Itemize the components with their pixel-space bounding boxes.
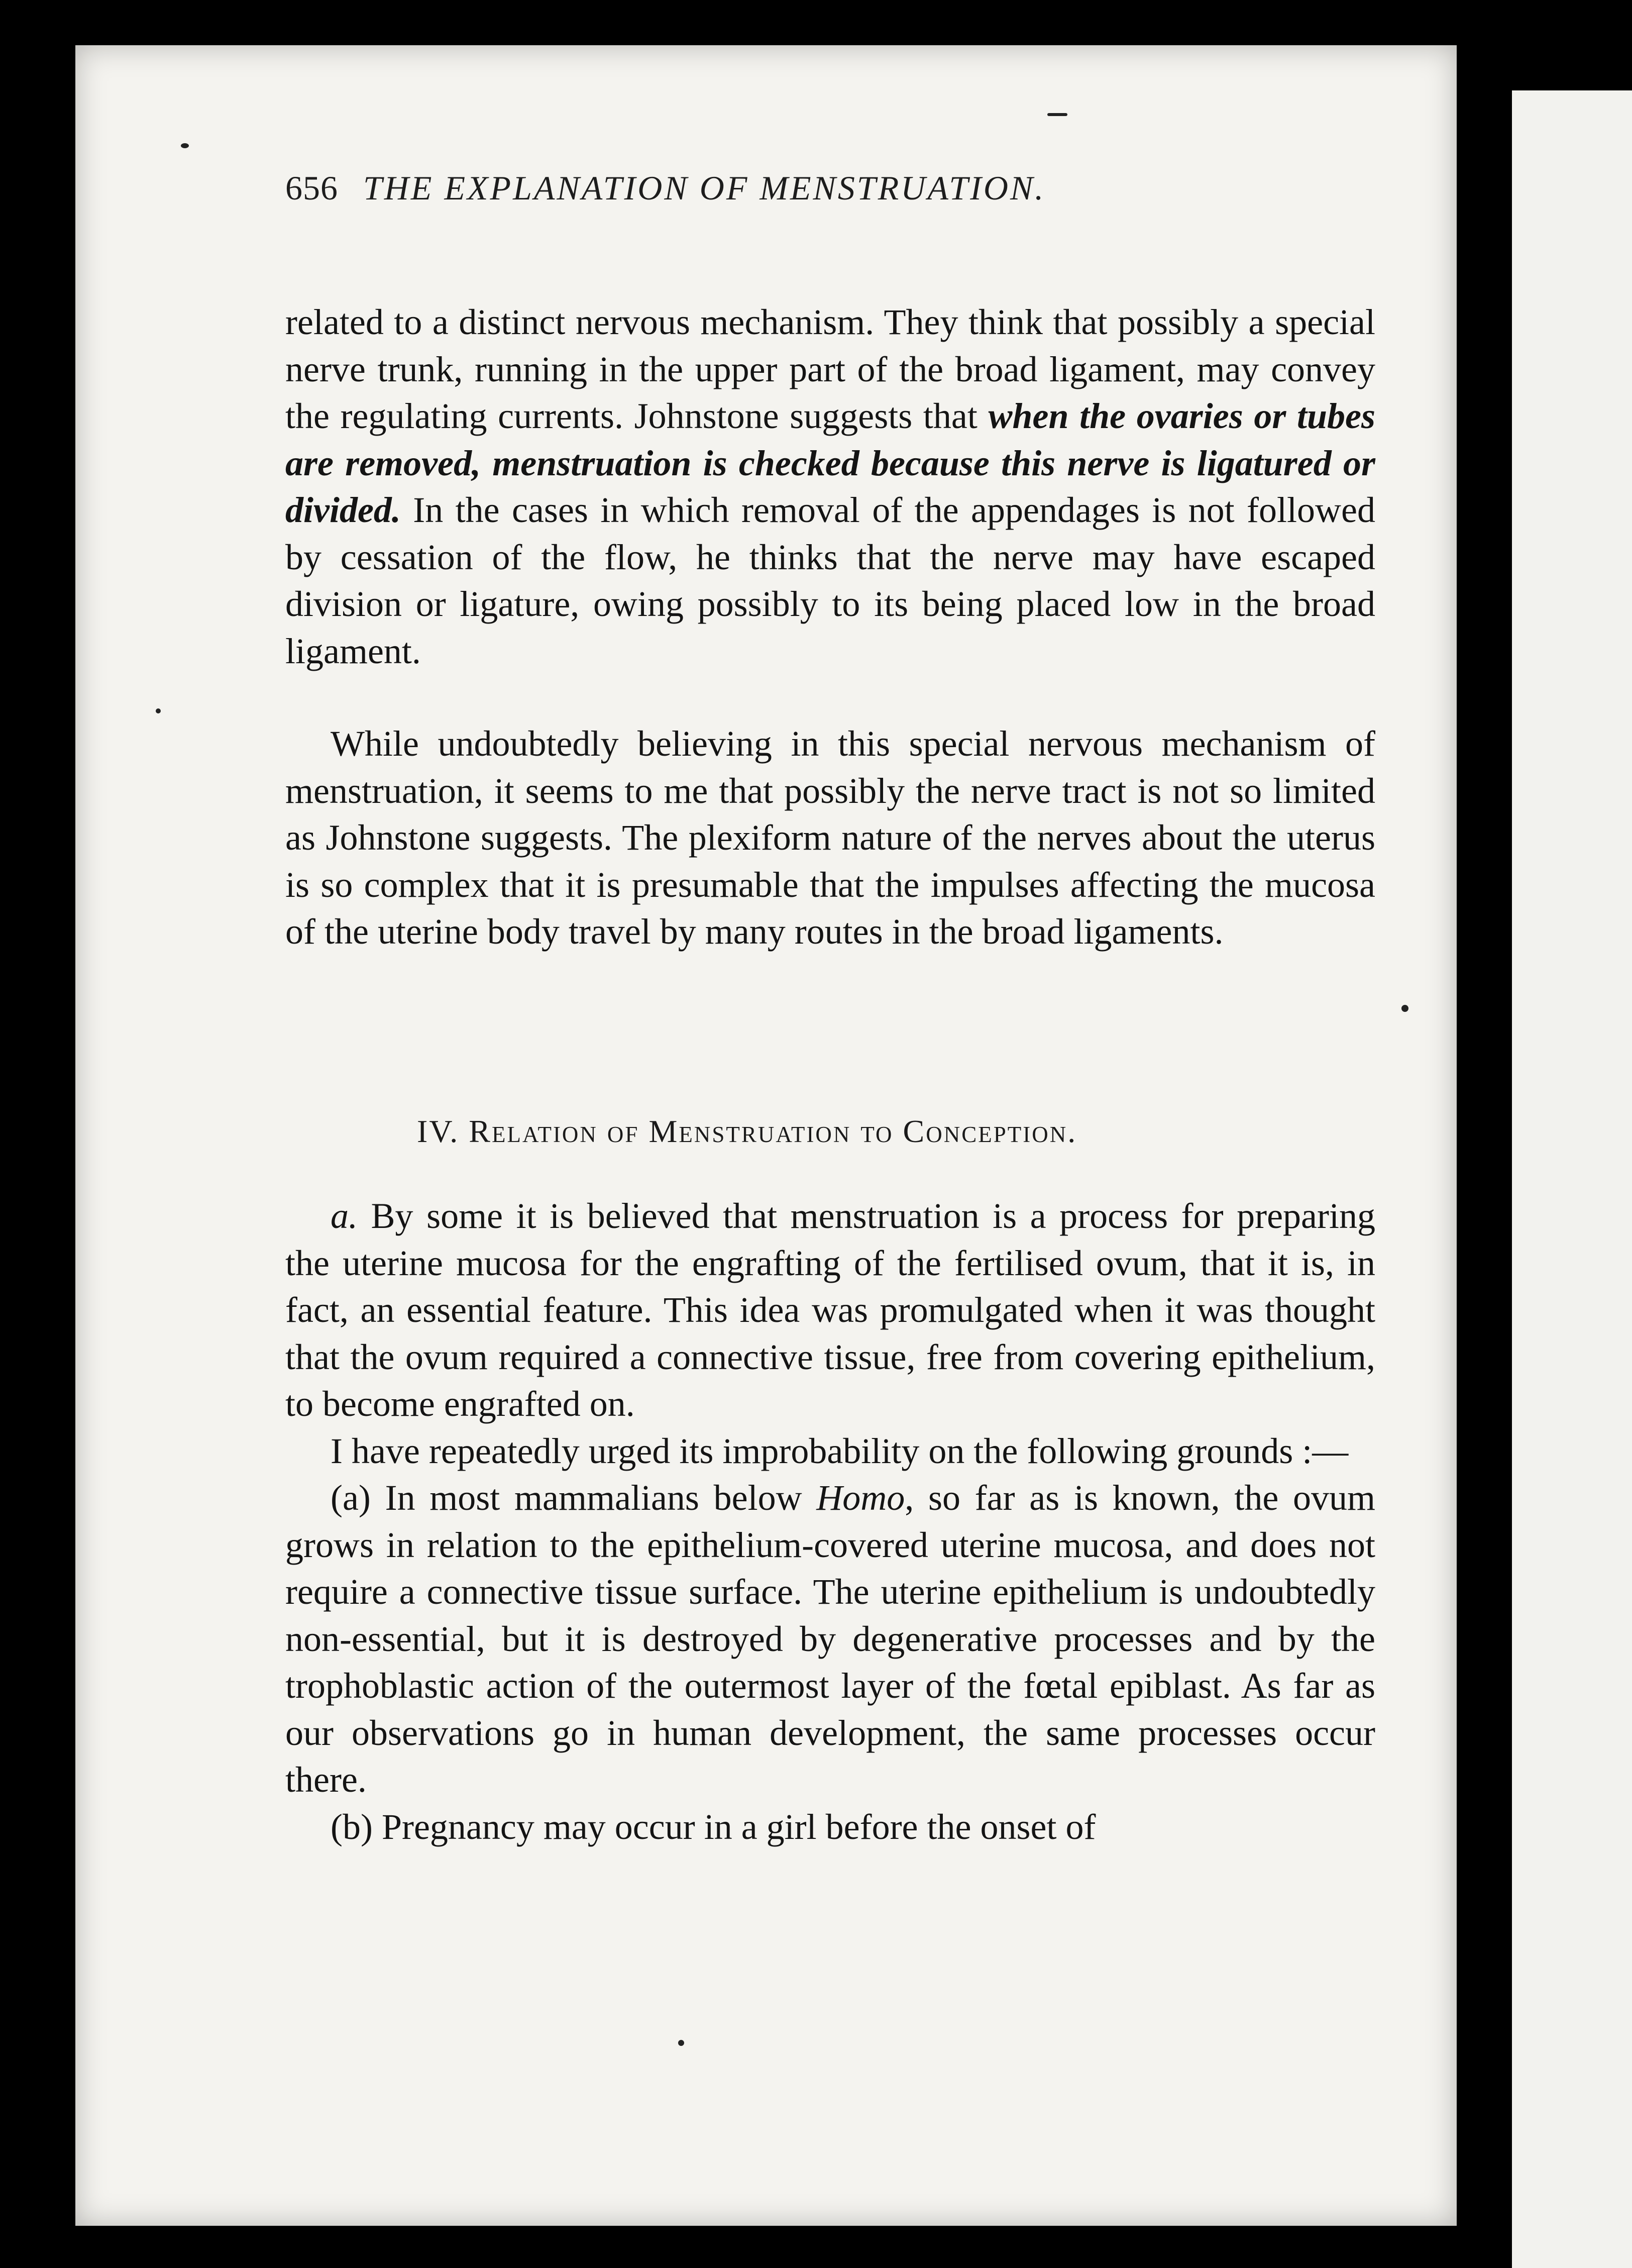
paragraph-2: While undoubtedly believing in this special nervous mechanism of menstruation, it seems to me that possibly the nerve tract is not so limited as Johnstone suggests. The plexiform nature of the nerves about the uterus is so complex that it is presumable that the impulses affecting the mucosa of the uterine body travel by many routes in the broad ligaments. xyxy=(285,724,1375,952)
paragraph-5-genus: Homo xyxy=(816,1478,905,1518)
paragraph-4: I have repeatedly urged its improbability on the following grounds :— xyxy=(331,1430,1349,1471)
paragraph-3-marker: a. xyxy=(331,1196,358,1236)
paragraph-1-text: related to a distinct nervous mechanism. They think that possibly a special nerve trunk, running in the upper part of the broad ligament, may convey the regulating currents. Johnstone suggests that xyxy=(285,302,1375,436)
running-title: THE EXPLANATION OF MENSTRUATION. xyxy=(363,169,1046,207)
paragraph-6 xyxy=(285,1804,1375,1851)
paragraph-6-marker: (b) xyxy=(331,1806,373,1847)
paragraph-5 xyxy=(285,1475,1375,1804)
paragraph-1 xyxy=(285,299,1375,675)
text-block-lower xyxy=(285,1193,1375,1850)
page-number: 656 xyxy=(285,169,338,207)
paragraph-1-emphasis: when the ovaries or tubes are removed, menstruation is checked because this nerve is ligatured or divided. xyxy=(285,396,1375,530)
section-heading: IV. Relation of Menstruation to Conception. xyxy=(417,1113,1077,1149)
adjacent-page-edge xyxy=(1512,90,1632,2268)
scan-speck xyxy=(1047,113,1067,116)
scan-speck xyxy=(1401,1005,1408,1012)
scan-speck xyxy=(156,708,161,713)
paragraph-5-marker: (a) xyxy=(331,1478,371,1518)
paragraph-3 xyxy=(285,1193,1375,1428)
running-header xyxy=(285,168,1390,208)
scan-speck xyxy=(678,2040,684,2046)
paragraph-3-text: By some it is believed that menstruation is a process for preparing the uterine mucosa for the engrafting of the fertilised ovum, that it is, in fact, an essential feature. This idea was promulgated when it was thought that the ovum required a connective tissue, free from covering epithelium, to become engrafted on. xyxy=(285,1196,1375,1424)
scan-speck xyxy=(181,143,189,148)
paragraph-6-text: Pregnancy may occur in a girl before the onset of xyxy=(372,1806,1096,1847)
paragraph-5-text: In most mammalians below xyxy=(370,1478,817,1518)
text-block-upper xyxy=(285,299,1375,675)
text-block-middle xyxy=(285,720,1375,956)
paragraph-5-text-end: , so far as is known, the ovum grows in relation to the epithelium-covered uterine mucosa, and does not require a connective tissue surface. The uterine epithelium is undoubtedly non-essential, but it is destroyed by degenerative processes and by the trophoblastic action of the outermost layer of the fœtal epiblast. As far as our observations go in human development, the same processes occur there. xyxy=(285,1478,1376,1800)
paragraph-1-text-end: In the cases in which removal of the appendages is not followed by cessation of the flow, he thinks that the nerve may have escaped division or ligature, owing possibly to its being placed low in the broad ligament. xyxy=(285,490,1375,671)
